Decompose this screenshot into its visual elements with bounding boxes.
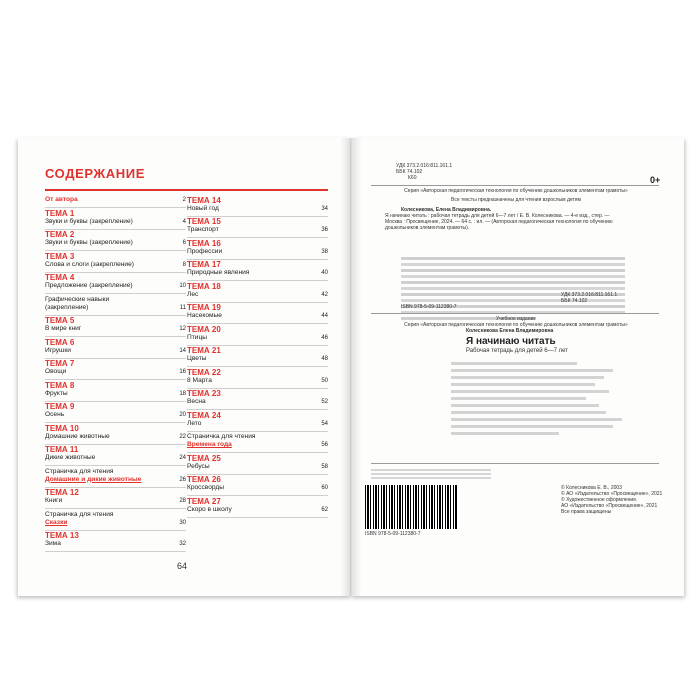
page-ref: 58 [321,463,328,470]
entry-text [187,369,221,385]
entry-label: Кроссворды [187,484,224,491]
page-ref: 8 [182,261,186,268]
entry-label: Предложение (закрепление) [45,282,133,289]
page-ref: 26 [179,476,186,483]
entry-text [45,403,74,419]
tema-number: ТЕМА 15 [187,217,221,226]
toc-entry [45,466,186,488]
page-ref: 28 [179,498,186,504]
toc-entry [45,488,186,510]
entry-text [187,433,255,449]
toc-entry [45,230,186,252]
toc-entry [45,359,186,381]
toc-entry [187,389,328,411]
tema-number: ТЕМА 10 [45,423,79,433]
copyright-line: © АО «Издательство «Просвещение», 2021 [561,491,663,497]
tema-number: ТЕМА 13 [45,531,79,540]
entry-label: Страничка для чтения [187,433,256,440]
entry-sublabel: Сказки [45,518,68,526]
entry-text [45,360,74,376]
page-ref: 11 [179,304,186,311]
toc-entry [45,316,186,338]
toc-entry [45,251,186,273]
tema-number: ТЕМА 20 [187,324,221,334]
entry-text [45,446,95,462]
copyright-block [561,485,671,515]
entry-text [187,412,221,428]
page-number: 64 [177,561,188,571]
adult-note: Все тексты предназначены для чтения взрослым детям [451,197,581,203]
tema-number: ТЕМА 1 [45,208,75,218]
title-underline [45,189,328,191]
tema-number: ТЕМА 16 [187,238,221,248]
entry-label: От автора [45,196,78,203]
copyright-line: © Колесникова Е. В., 2003 [561,485,622,491]
toc-entry [45,273,186,295]
entry-sublabel: Времена года [187,441,232,448]
tema-number: ТЕМА 6 [45,337,75,347]
right-page [351,138,684,596]
entry-text [45,339,74,355]
page-ref: 38 [321,248,328,255]
bbk: ББК 74.102 [396,169,423,175]
toc-entry [45,402,186,424]
entry-text [187,455,221,471]
entry-text [187,347,221,363]
toc-entry [187,453,328,475]
entry-text [45,196,78,204]
tema-number: ТЕМА 12 [45,488,79,497]
entry-label: Звуки и буквы (закрепление) [45,217,133,225]
spine-shadow [340,138,362,596]
printer-info [371,467,491,481]
entry-label: Цветы [187,355,207,362]
entry-label: Ребусы [187,462,210,470]
imprint-block [451,358,631,458]
tema-number: ТЕМА 9 [45,402,75,411]
page-ref: 54 [321,420,328,427]
entry-text [187,218,221,234]
tema-number: ТЕМА 7 [45,359,75,368]
tema-number: ТЕМА 5 [45,316,75,325]
entry-label: Звуки и буквы (закрепление) [45,239,133,246]
toc-entry [45,294,186,316]
entry-text [45,274,133,290]
toc-entry [45,208,186,230]
entry-text [187,283,221,299]
toc-column-left [45,195,186,552]
entry-text [45,511,113,527]
page-ref: 12 [179,326,186,332]
toc-entry [187,432,328,454]
divider [371,463,659,464]
divider [371,185,659,186]
page-ref: 30 [179,519,186,526]
tema-number: ТЕМА 26 [187,475,221,484]
series-line: Серия «Авторская педагогическая технология по обучению дошкольников элементам грамоты» [404,188,628,194]
entry-text [45,425,110,441]
toc-entry [45,509,186,531]
entry-label: 8 Марта [187,376,212,384]
copyright-line: © Художественное оформление. [561,497,638,503]
toc-entry [187,195,328,217]
isbn-bottom: ISBN 978-5-09-112380-7 [365,531,421,537]
toc-entry [187,475,328,497]
entry-label: Насекомые [187,312,222,319]
page-ref: 56 [321,442,328,448]
entry-text [187,261,249,277]
abstract-text: Я начинаю читать : рабочая тетрадь для детей 6—7 лет / Е. В. Колесникова. — 4-е изд., стер. — Москва : Просвещение, 2024. — 64 с. : ил. — (Авторская педагогическая технология по обучению дошкольников элементам грамоты). [385,213,613,231]
page-ref: 34 [321,205,328,212]
entry-label: Транспорт [187,226,219,233]
series-line-2: Серия «Авторская педагогическая технология по обучению дошкольников элементам грамоты» [404,322,628,328]
page-ref: 42 [321,291,328,298]
entry-sublabel: Домашние и дикие животные [45,475,142,483]
tema-number: ТЕМА 17 [187,260,221,269]
isbn-top: ISBN 978-5-09-112380-7 [401,304,457,310]
toc-entry [187,238,328,260]
tema-number: ТЕМА 18 [187,281,221,291]
page-ref: 44 [321,313,328,319]
entry-label: Игрушки [45,346,71,354]
entry-text [187,498,232,514]
toc-entry [45,531,186,553]
tema-number: ТЕМА 11 [45,445,79,454]
entry-text [45,210,133,226]
entry-label: Слова и слоги (закрепление) [45,260,134,268]
udk: УДК 373.2.016:811.161.1 [396,163,453,169]
book-title: Я начинаю читать [466,336,556,347]
entry-text [187,304,222,320]
entry-label: Птицы [187,333,207,341]
entry-label: Домашние животные [45,432,110,440]
entry-label: Страничка для чтения [45,510,114,518]
tema-number: ТЕМА 25 [187,453,221,463]
entry-label: Скоро в школу [187,505,232,513]
entry-label: Новый год [187,204,219,212]
entry-label: В мире книг [45,325,82,332]
entry-label: Страничка для чтения [45,467,114,475]
page-ref: 14 [179,347,186,354]
page-ref: 20 [179,412,186,418]
tema-number: ТЕМА 23 [187,389,221,398]
entry-label: Зима [45,540,61,547]
author-name: Колесникова Елена Владимировна [466,328,554,334]
page-ref: 2 [182,197,186,203]
tema-number: ТЕМА 19 [187,303,221,312]
page-ref: 50 [321,377,328,384]
entry-label: Весна [187,398,206,405]
entry-text [187,476,224,492]
entry-text [187,390,221,406]
toc-entry [45,380,186,402]
toc-column-right [187,195,328,518]
page-ref: 22 [179,433,186,440]
tema-number: ТЕМА 3 [45,251,75,261]
page-ref: 46 [321,334,328,341]
tema-number: ТЕМА 24 [187,410,221,420]
copyright-line: Все права защищены [561,509,612,515]
entry-text [45,253,134,269]
entry-label: Лес [187,290,199,298]
toc-entry [187,281,328,303]
entry-text [187,240,222,256]
toc-entry [45,423,186,445]
page-ref: 16 [179,369,186,375]
book-subtitle: Рабочая тетрадь для детей 6—7 лет [466,348,569,354]
entry-text [45,382,74,398]
code-label: К60 [408,175,417,181]
toc-entry [187,260,328,282]
age-rating: 0+ [650,175,661,185]
entry-text [187,197,221,213]
entry-text [187,326,221,342]
toc-entry [45,337,186,359]
page-ref: 48 [321,356,328,362]
entry-label: Профессии [187,247,223,255]
entry-label: Дикие животные [45,454,96,461]
page-ref: 6 [182,240,186,246]
entry-label: Осень [45,411,65,418]
entry-text [45,231,133,247]
page-ref: 24 [179,455,186,461]
divider [371,313,659,314]
entry-label-2: (закрепление) [45,303,89,311]
bbk-repeat: ББК 74.102 [561,298,588,304]
author-heading: Колесникова, Елена Владимировна. [401,207,492,213]
barcode [365,485,457,529]
entry-label: Природные явления [187,269,250,276]
tema-number: ТЕМА 14 [187,195,221,205]
toc-entry [45,195,186,208]
entry-text [45,296,109,312]
page-ref: 4 [182,218,186,225]
entry-label: Графические навыки [45,295,110,303]
page-ref: 52 [321,399,328,405]
page-ref: 40 [321,270,328,276]
tema-number: ТЕМА 2 [45,230,75,239]
entry-text [45,532,79,548]
open-book [18,138,684,596]
tema-number: ТЕМА 4 [45,273,75,282]
tema-number: ТЕМА 21 [187,346,221,355]
entry-label: Овощи [45,368,67,375]
page-title: СОДЕРЖАНИЕ [45,166,145,181]
copyright-line: АО «Издательство «Просвещение», 2021 [561,503,658,509]
entry-label: Фрукты [45,389,68,397]
page-ref: 36 [321,227,328,233]
toc-entry [187,410,328,432]
page-ref: 60 [321,485,328,491]
entry-text [45,489,79,505]
toc-entry [187,367,328,389]
toc-entry [187,324,328,346]
toc-entry [187,346,328,368]
tema-number: ТЕМА 22 [187,367,221,377]
toc-entry [187,217,328,239]
udk-repeat: УДК 373.2.016:811.161.1 [561,292,618,298]
page-ref: 32 [179,541,186,547]
page-ref: 10 [179,283,186,289]
entry-label: Книги [45,497,63,504]
tema-number: ТЕМА 27 [187,496,221,506]
page-ref: 62 [321,506,328,513]
edition-type: Учебное издание [495,316,537,322]
entry-text [45,468,141,484]
page-ref: 18 [179,390,186,397]
toc-entry [187,496,328,518]
left-page [18,138,351,596]
entry-label: Лето [187,419,202,427]
tema-number: ТЕМА 8 [45,380,75,390]
entry-text [45,317,81,333]
toc-entry [187,303,328,325]
toc-entry [45,445,186,467]
